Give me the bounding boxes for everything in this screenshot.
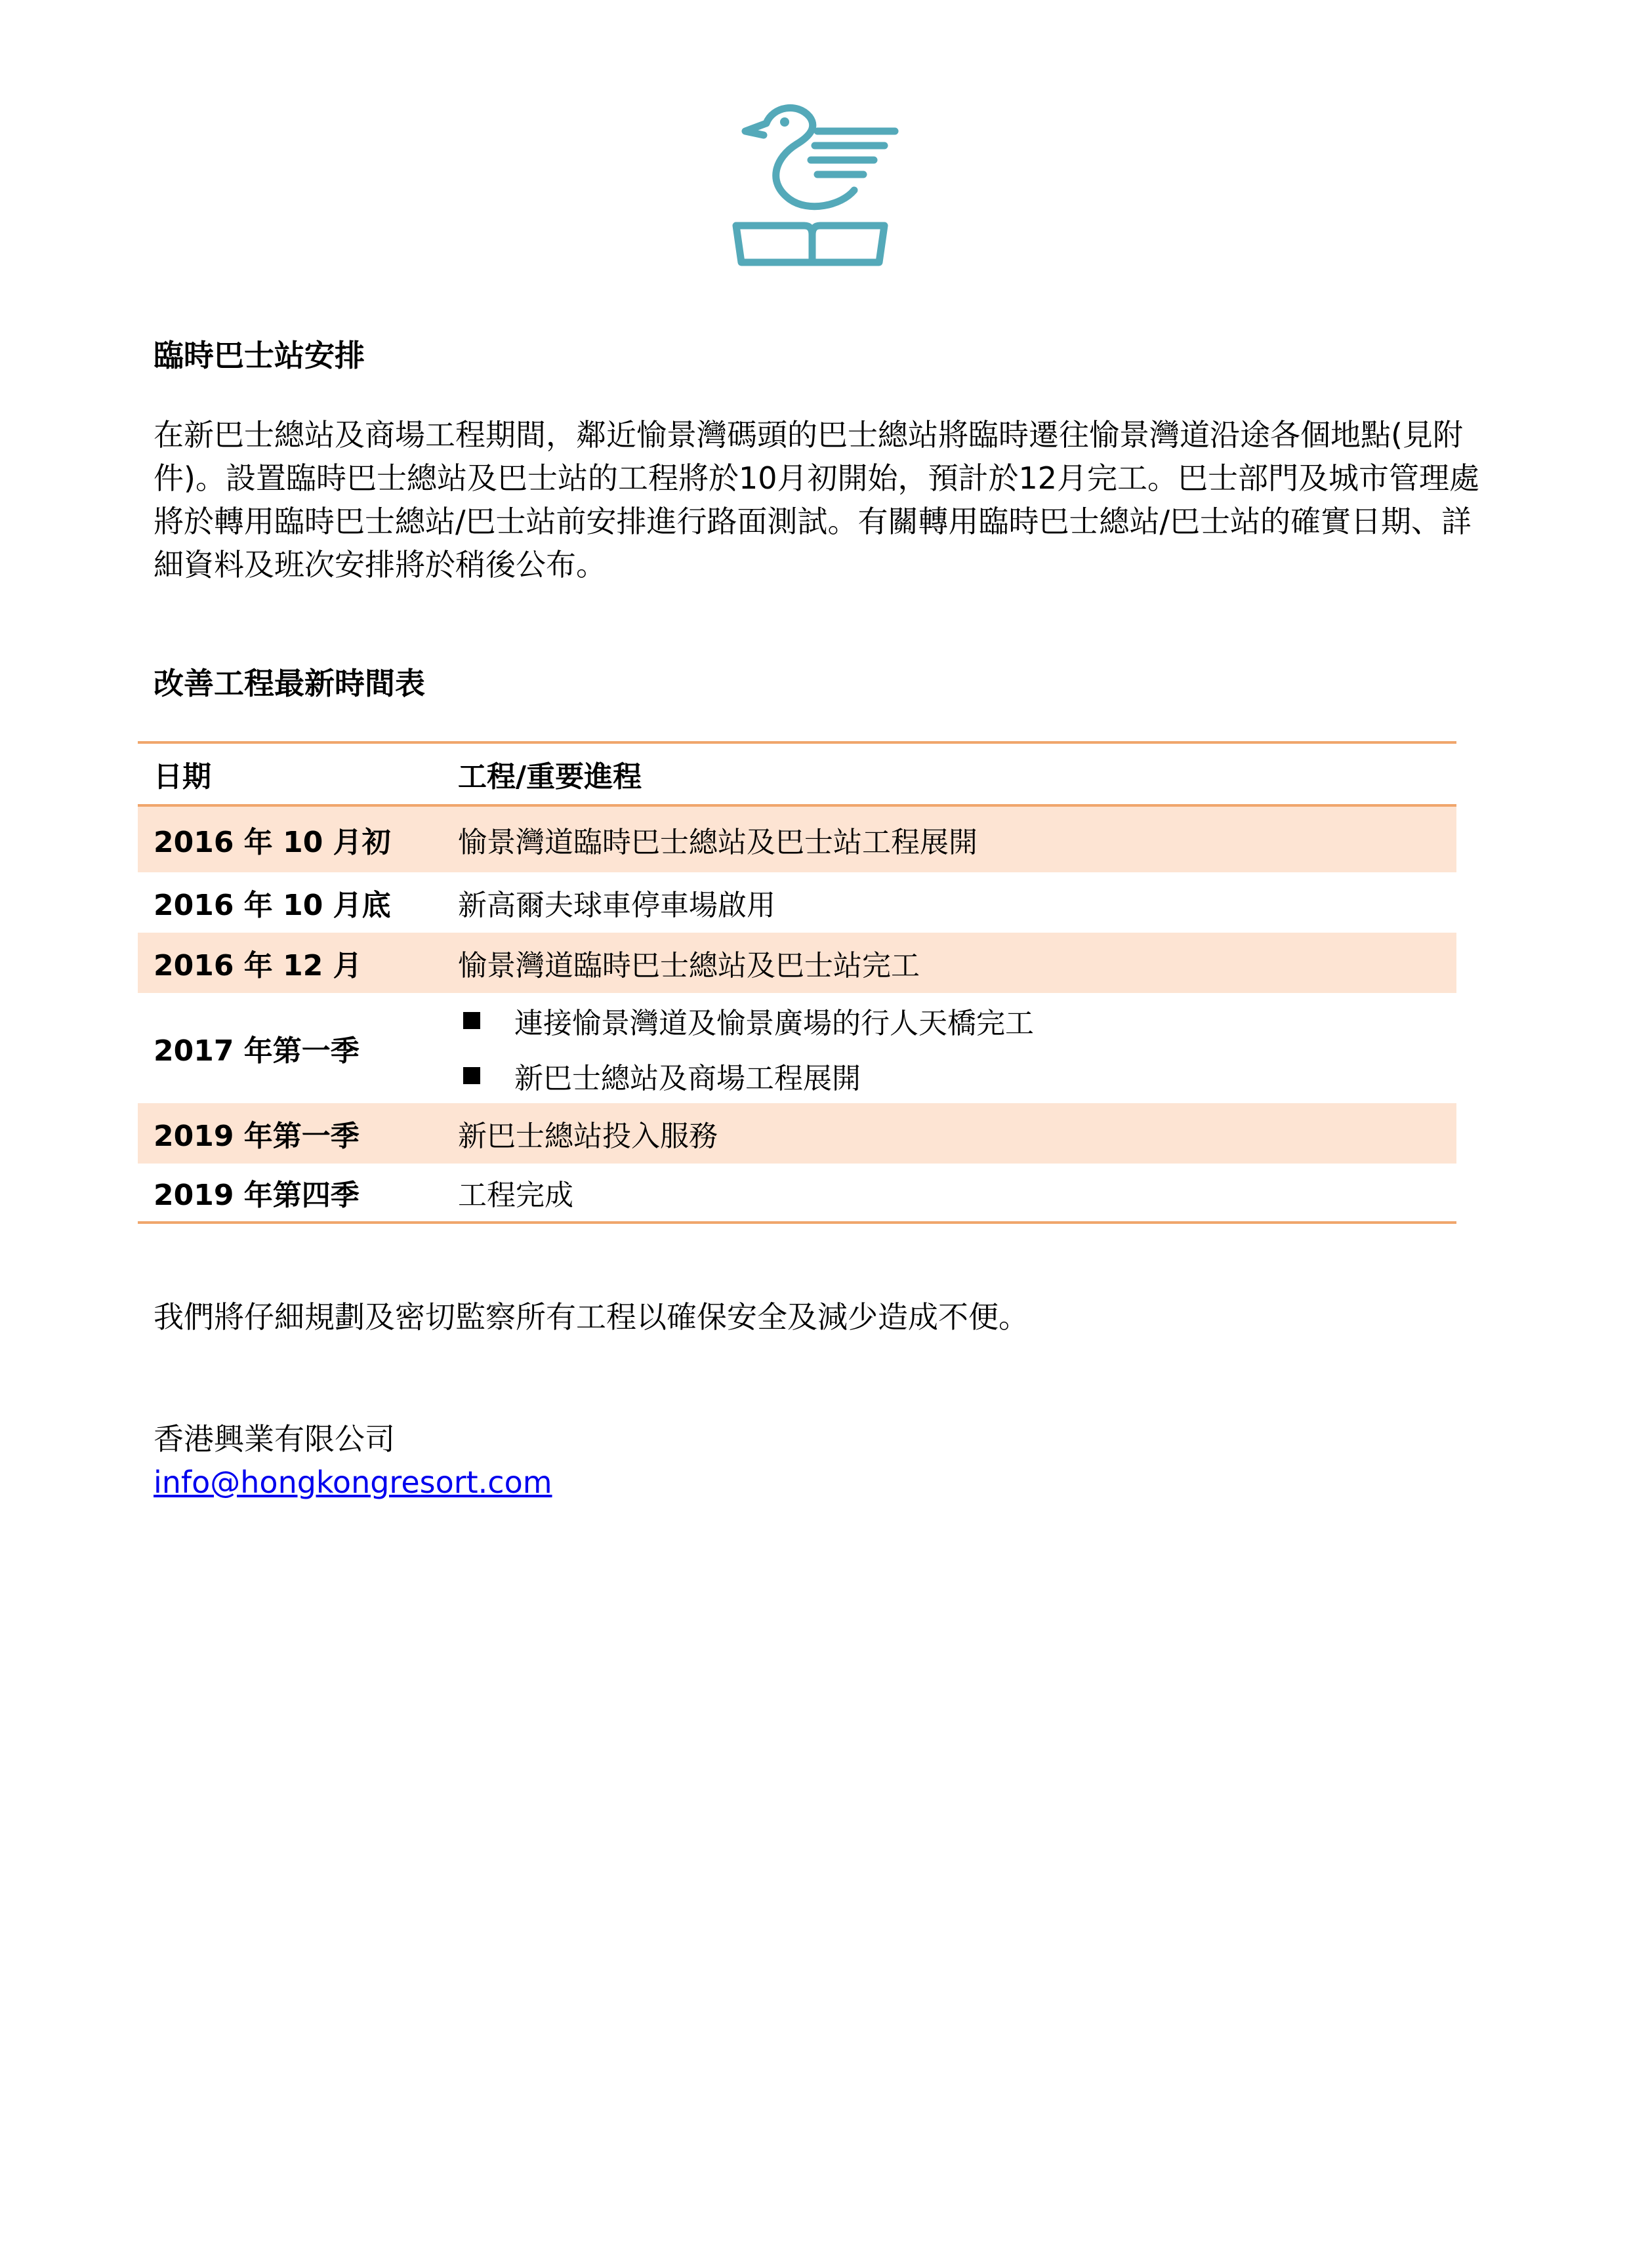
company-name: 香港興業有限公司 <box>154 1421 395 1457</box>
table-row <box>138 872 1456 933</box>
table-row <box>138 1164 1456 1223</box>
table-row <box>138 805 1456 872</box>
row-milestone-list <box>442 993 1456 1103</box>
row-milestone: 愉景灣道臨時巴士總站及巴士站工程展開 <box>442 805 1456 872</box>
list-item <box>458 993 1456 1048</box>
square-bullet-icon <box>463 1012 480 1029</box>
row-date: 2019 年第四季 <box>138 1164 442 1223</box>
row-milestone: 新高爾夫球車停車場啟用 <box>458 889 775 922</box>
bird-on-book-logo <box>719 97 909 274</box>
table-row <box>138 993 1456 1103</box>
list-item-text: 新巴士總站及商場工程展開 <box>514 1062 861 1095</box>
row-milestone: 工程完成 <box>442 1164 1456 1223</box>
row-date: 2016 年 10 月初 <box>138 805 442 872</box>
date-column-header: 日期 <box>138 742 442 805</box>
row-date: 2017 年第一季 <box>154 1034 360 1068</box>
table-row <box>138 1103 1456 1164</box>
list-item-text: 連接愉景灣道及愉景廣場的行人天橋完工 <box>514 1007 1034 1040</box>
works-timetable <box>138 741 1456 1224</box>
square-bullet-icon <box>463 1067 480 1084</box>
closing-statement: 我們將仔細規劃及密切監察所有工程以確保安全及減少造成不便。 <box>154 1299 1029 1335</box>
milestone-bullet-list <box>458 993 1456 1103</box>
temporary-bus-stop-notice: 在新巴士總站及商場工程期間，鄰近愉景灣碼頭的巴士總站將臨時遷往愉景灣道沿途各個地點(見附件)。設置臨時巴士總站及巴士站的工程將於10月初開始，預計於12月完工。巴士部門及城市管理處將於轉用臨時巴士總站/巴士站前安排進行路面測試。有關轉用臨時巴士總站/巴士站的確實日期、詳細資料及班次安排將於稍後公布。 <box>154 417 1480 582</box>
row-date: 2016 年 12 月 <box>138 933 442 993</box>
row-milestone: 愉景灣道臨時巴士總站及巴士站完工 <box>442 933 1456 993</box>
row-date: 2019 年第一季 <box>138 1103 442 1164</box>
contact-email-link[interactable]: info@hongkongresort.com <box>154 1465 552 1500</box>
section-title-timetable: 改善工程最新時間表 <box>154 666 425 701</box>
row-date: 2016 年 10 月底 <box>154 889 391 922</box>
table-header-row <box>138 742 1456 805</box>
table-row <box>138 933 1456 993</box>
section-title-temporary-bus-stops: 臨時巴士站安排 <box>154 338 365 373</box>
list-item <box>458 1048 1456 1103</box>
milestone-column-header: 工程/重要進程 <box>442 742 1456 805</box>
row-milestone: 新巴士總站投入服務 <box>442 1103 1456 1164</box>
